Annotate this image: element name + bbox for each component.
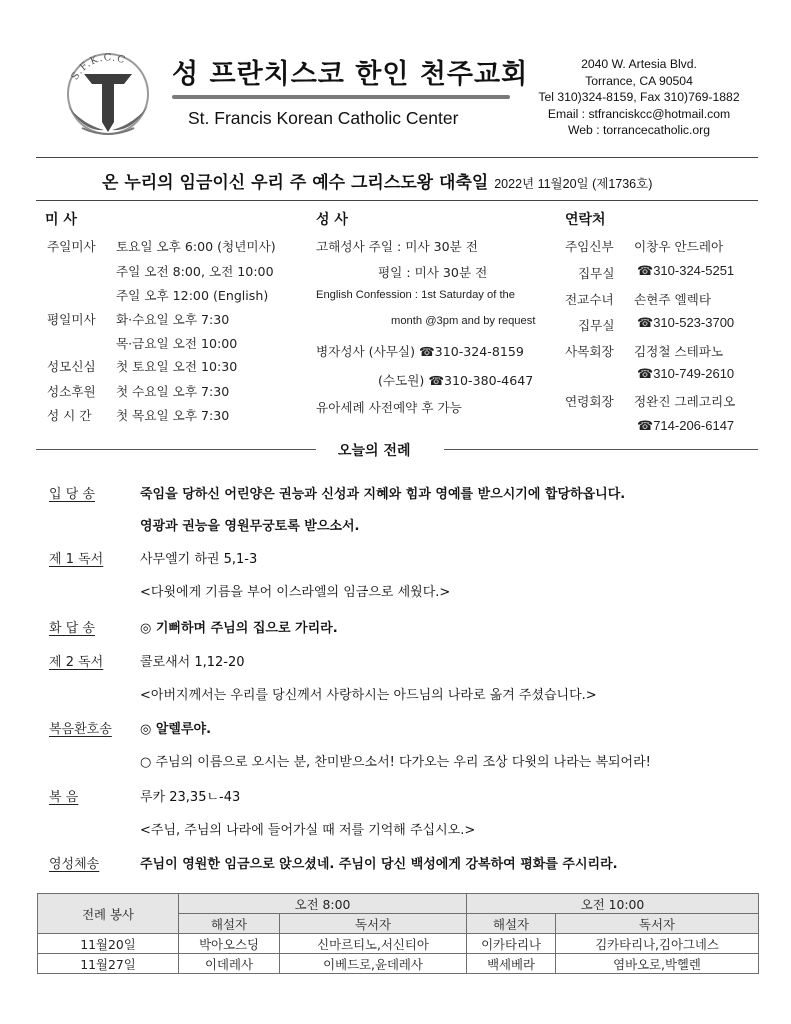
liturgy-text: ◎ 알렐루야. [140, 722, 212, 737]
feast-title-line [102, 168, 652, 193]
mass-time-header: 오전 10:00 [467, 894, 759, 914]
contact-role: 연령회장 [565, 394, 614, 409]
roster-date: 11월27일 [38, 954, 179, 974]
contact-info [520, 56, 758, 139]
title-divider [172, 95, 510, 99]
sacraments-heading: 성 사 [316, 212, 348, 228]
roster-title: 전례 봉사 [38, 894, 179, 934]
mass-label: 성소후원 [47, 384, 96, 399]
roster-cell: 박아오스딩 [179, 934, 280, 954]
liturgy-text: 죽임을 당하신 어린양은 권능과 신성과 지혜와 힘과 영예를 받으시기에 합당하옵니다. [140, 487, 626, 502]
liturgy-text: ◎ 기뻐하며 주님의 집으로 가리라. [140, 621, 338, 636]
contact-role: 전교수녀 [565, 292, 614, 307]
roster-cell: 김카타리나,김아그네스 [556, 934, 759, 954]
roster-cell: 이카타리나 [467, 934, 556, 954]
contact-value: 김정철 스테파노 [634, 344, 724, 359]
feast-title: 온 누리의 임금이신 우리 주 예수 그리스도왕 대축일 [102, 173, 489, 193]
contact-role: 집무실 [578, 318, 615, 333]
liturgy-text: 사무엘기 하권 5,1-3 [140, 552, 258, 567]
liturgy-label: 제 2 독서 [49, 655, 104, 670]
liturgy-divider-right [444, 449, 758, 450]
liturgy-label: 복음환호송 [49, 722, 112, 737]
mass-label: 평일미사 [47, 312, 96, 327]
contact-value: 이창우 안드레아 [634, 239, 724, 254]
roster-cell: 백세베라 [467, 954, 556, 974]
contacts-heading: 연락처 [565, 212, 606, 228]
svg-text:+: + [120, 113, 127, 122]
email: Email : stfranciskcc@hotmail.com [547, 106, 731, 121]
mass-time: 주일 오후 12:00 (English) [116, 288, 269, 303]
liturgy-divider-left [36, 449, 316, 450]
liturgy-heading: 오늘의 전례 [338, 443, 411, 459]
logo-text: S.F.K.C.C [69, 52, 128, 83]
contact-phone: ☎310-523-3700 [637, 315, 735, 330]
sacrament-line: 유아세례 사전예약 후 가능 [316, 400, 462, 415]
liturgy-text: ○ 주님의 이름으로 오시는 분, 찬미받으소서! 다가오는 우리 조상 다윗의 나라는 복되어라! [140, 755, 651, 770]
bulletin-date: 2022년 11월20일 (제1736호) [494, 177, 653, 191]
roster-header-row [38, 894, 759, 914]
mass-time: 화·수요일 오후 7:30 [116, 312, 230, 327]
sacrament-line: (수도원) ☎310-380-4647 [378, 373, 534, 388]
mass-label: 주일미사 [47, 239, 96, 254]
sacrament-line: month @3pm and by request [391, 315, 536, 327]
contact-value: 손현주 엘렉타 [634, 292, 711, 307]
roster-cell: 이데레사 [179, 954, 280, 974]
tel-fax: Tel 310)324-8159, Fax 310)769-1882 [538, 90, 740, 104]
svg-text:+: + [90, 113, 97, 122]
mass-time: 첫 목요일 오후 7:30 [116, 408, 230, 423]
roster-date: 11월20일 [38, 934, 179, 954]
address-line-1: 2040 W. Artesia Blvd. [581, 57, 697, 71]
feast-divider [36, 200, 758, 201]
liturgy-text: <주님, 주님의 나라에 들어가실 때 저를 기억해 주십시오.> [140, 823, 476, 838]
address-line-2: Torrance, CA 90504 [585, 73, 693, 88]
mass-heading: 미 사 [45, 212, 77, 228]
mass-time-header: 오전 8:00 [179, 894, 467, 914]
table-row [38, 954, 759, 974]
liturgy-label: 영성체송 [49, 857, 100, 872]
commentator-header: 해설자 [179, 914, 280, 934]
parish-title-english: St. Francis Korean Catholic Center [188, 108, 459, 128]
reader-header: 독서자 [280, 914, 467, 934]
header-divider [36, 157, 758, 158]
liturgy-text: <아버지께서는 우리를 당신께서 사랑하시는 아드님의 나라로 옮겨 주셨습니다.> [140, 688, 597, 703]
liturgy-label: 제 1 독서 [49, 552, 104, 567]
liturgy-label: 화 답 송 [49, 621, 95, 636]
website: Web : torrancecatholic.org [567, 123, 711, 137]
contact-value: 정완진 그레고리오 [634, 394, 736, 409]
mass-time: 첫 수요일 오후 7:30 [116, 384, 230, 399]
liturgy-text: 영광과 권능을 영원무궁토록 받으소서. [140, 519, 360, 534]
sacrament-line: 평일 : 미사 30분 전 [378, 265, 488, 280]
contact-phone: ☎714-206-6147 [637, 418, 735, 433]
roster-cell: 이베드로,윤데레사 [280, 954, 467, 974]
sacrament-line: 병자성사 (사무실) ☎310-324-8159 [316, 344, 524, 359]
mass-time: 토요일 오후 6:00 (청년미사) [116, 239, 276, 254]
contact-phone: ☎310-324-5251 [637, 263, 735, 278]
liturgy-text: 루카 23,35ㄴ-43 [140, 790, 241, 805]
parish-title-korean: 성 프란치스코 한인 천주교회 [172, 59, 529, 90]
table-row [38, 934, 759, 954]
liturgy-text: 콜로새서 1,12-20 [140, 655, 245, 670]
mass-time: 첫 토요일 오전 10:30 [116, 359, 238, 374]
contact-phone: ☎310-749-2610 [637, 366, 735, 381]
sacrament-line: 고해성사 주일 : 미사 30분 전 [316, 239, 478, 254]
sacrament-line: English Confession : 1st Saturday of the [316, 289, 516, 301]
parish-logo [62, 44, 154, 144]
commentator-header: 해설자 [467, 914, 556, 934]
contact-role: 주임신부 [565, 239, 614, 254]
roster-cell: 염바오로,박헬렌 [556, 954, 759, 974]
contact-role: 집무실 [578, 266, 615, 281]
liturgy-label: 입 당 송 [49, 487, 95, 502]
mass-label: 성모신심 [47, 359, 96, 374]
liturgy-label: 복 음 [49, 790, 79, 805]
liturgy-service-roster [37, 893, 759, 974]
mass-label: 성 시 간 [47, 408, 92, 423]
mass-time: 주일 오전 8:00, 오전 10:00 [116, 264, 274, 279]
reader-header: 독서자 [556, 914, 759, 934]
liturgy-text: <다윗에게 기름을 부어 이스라엘의 임금으로 세웠다.> [140, 585, 451, 600]
liturgy-text: 주님이 영원한 임금으로 앉으셨네. 주님이 당신 백성에게 강복하여 평화를 주시리라. [140, 857, 618, 872]
roster-cell: 신마르티노,서신티아 [280, 934, 467, 954]
contact-role: 사목회장 [565, 344, 614, 359]
mass-time: 목·금요일 오전 10:00 [116, 336, 238, 351]
